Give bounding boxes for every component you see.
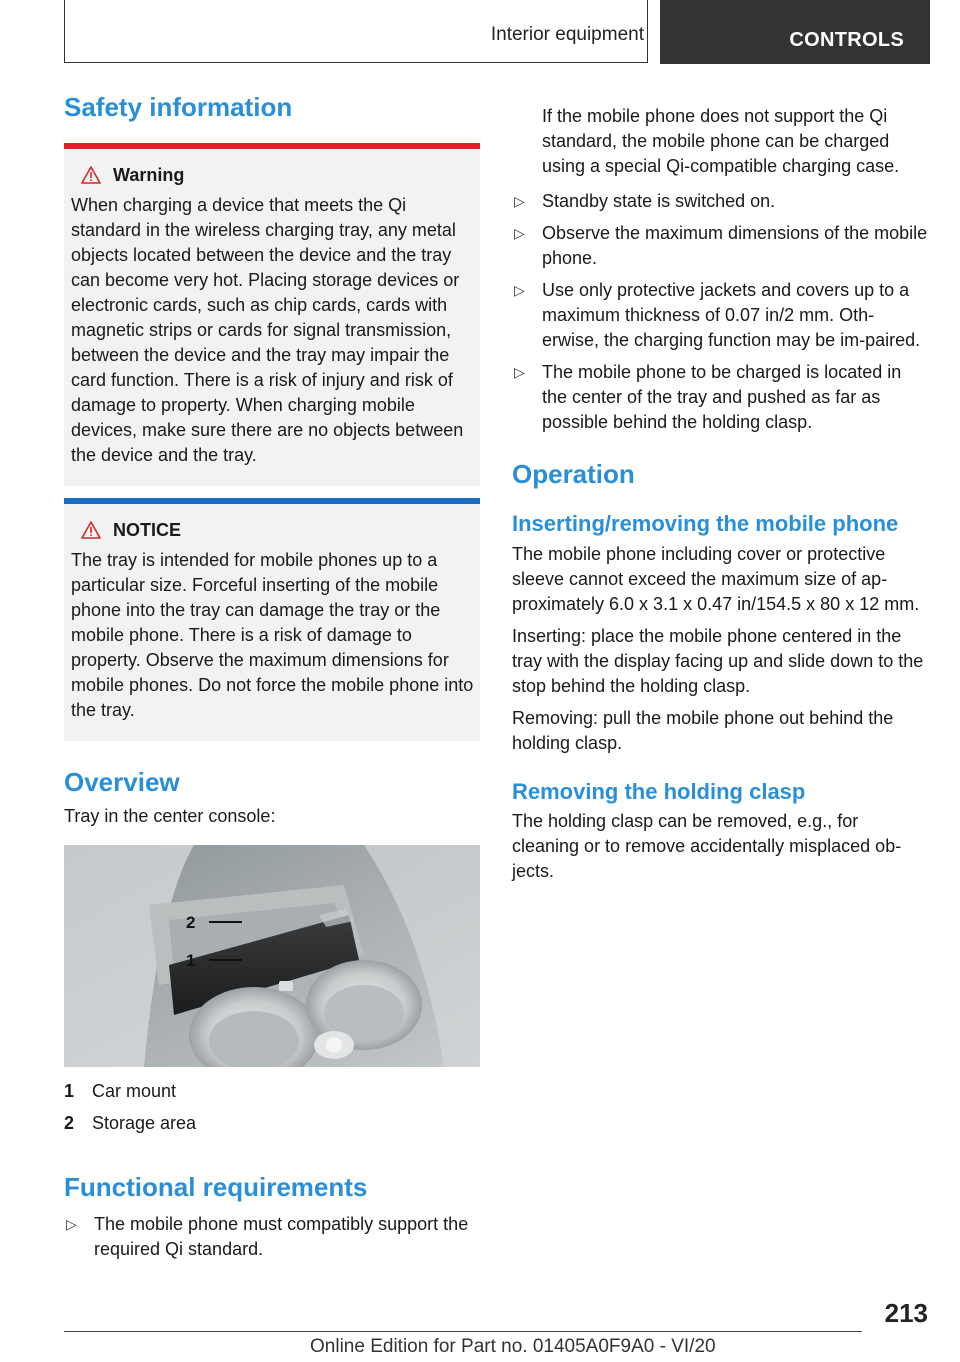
tray-photo	[64, 845, 480, 1067]
warning-title	[81, 163, 474, 187]
right-column	[512, 92, 928, 884]
operation-heading: Operation	[512, 459, 635, 489]
page-number: 213	[884, 1298, 928, 1328]
warning-text: When charging a device that meets the Qi standard in the wireless charging tray, any metal objects located between the device and the tray can become very hot. Placing storage devices or electronic cards, such as chip cards, cards with magnetic strips or cards for signal transmission, between the device and the tray may impair the card function. There is a risk of injury and risk of damage to property. When charging mobile devices, make sure there are no objects between the device and the tray.	[71, 195, 464, 466]
notice-text: The tray is intended for mobile phones up to a particular size. Forceful inserting of the mobile phone into the tray can damage the tray or the mobile phone. There is a risk of damage to property. Observe the maximum dimensions for mobile phones. Do not force the mobile phone into the tray.	[71, 550, 474, 721]
functional-continuation: If the mobile phone does not support the Qi standard, the mobile phone can be charged using a special Qi-compatible charging case.	[542, 106, 900, 176]
legend-label: Storage area	[92, 1113, 197, 1134]
header-chapter-tab	[660, 0, 930, 64]
inserting-p3: Removing: pull the mobile phone out behind the holding clasp.	[512, 707, 894, 753]
bullet-triangle-icon: ▷	[514, 225, 525, 241]
warning-label: Warning	[113, 165, 185, 186]
functional-heading: Functional requirements	[64, 1172, 368, 1203]
safety-heading: Safety information	[64, 92, 293, 122]
legend-number: 2	[64, 1113, 75, 1134]
removing-clasp-p1: The holding clasp can be removed, e.g., for cleaning or to remove accidentally misplaced ob-jects.	[512, 811, 902, 882]
functional-list-right	[512, 189, 928, 435]
notice-label: NOTICE	[113, 520, 182, 541]
center-console-tray-image	[64, 845, 480, 1067]
list-item: ▷ The mobile phone must compatibly support the required Qi standard.	[66, 1213, 469, 1259]
notice-title	[81, 518, 474, 542]
functional-list-left	[64, 1212, 480, 1262]
bullet-triangle-icon: ▷	[514, 364, 525, 380]
list-item: ▷ The mobile phone to be charged is located in the center of the tray and pushed as far as possible behind the holding clasp.	[514, 362, 902, 432]
list-item: ▷ Observe the maximum dimensions of the mobile phone.	[514, 223, 928, 268]
inserting-p1: The mobile phone including cover or protective sleeve cannot exceed the maximum size of ap-proximately 6.0 x 3.1 x 0.47 in/154.5 x 80 x 12 mm.	[512, 543, 920, 614]
inserting-heading: Inserting/removing the mobile phone	[512, 511, 899, 537]
bullet-triangle-icon: ▷	[66, 1215, 77, 1232]
list-item: ▷ Use only protective jackets and covers up to a maximum thickness of 0.07 in/2 mm. Oth-erwise, the charging function may be im-paired.	[514, 280, 921, 350]
overview-heading: Overview	[64, 767, 180, 798]
photo-callout-2: 2	[186, 913, 196, 933]
header-section-title: Interior equipment	[490, 24, 644, 45]
edition-text: Online Edition for Part no. 01405A0F9A0 - VI/20	[310, 1336, 716, 1357]
bullet-triangle-icon: ▷	[514, 282, 525, 298]
photo-legend	[64, 1079, 480, 1136]
chapter-label: CONTROLS	[789, 29, 904, 51]
legend-number: 1	[64, 1081, 75, 1102]
inserting-p2: Inserting: place the mobile phone centered in the tray with the display facing up and slide down to the stop behind the holding clasp.	[512, 625, 924, 696]
notice-triangle-icon	[81, 521, 101, 539]
warning-box	[64, 143, 480, 486]
list-item: ▷ Standby state is switched on.	[512, 189, 928, 214]
bullet-triangle-icon: ▷	[514, 193, 525, 209]
legend-label: Car mount	[92, 1081, 177, 1102]
removing-clasp-heading: Removing the holding clasp	[512, 778, 806, 804]
page-header	[64, 0, 930, 64]
warning-triangle-icon	[81, 166, 101, 184]
left-column	[64, 92, 480, 1269]
notice-box	[64, 498, 480, 741]
overview-intro: Tray in the center console:	[64, 806, 276, 827]
photo-callout-1: 1	[186, 951, 196, 971]
footer-divider	[64, 1331, 862, 1332]
